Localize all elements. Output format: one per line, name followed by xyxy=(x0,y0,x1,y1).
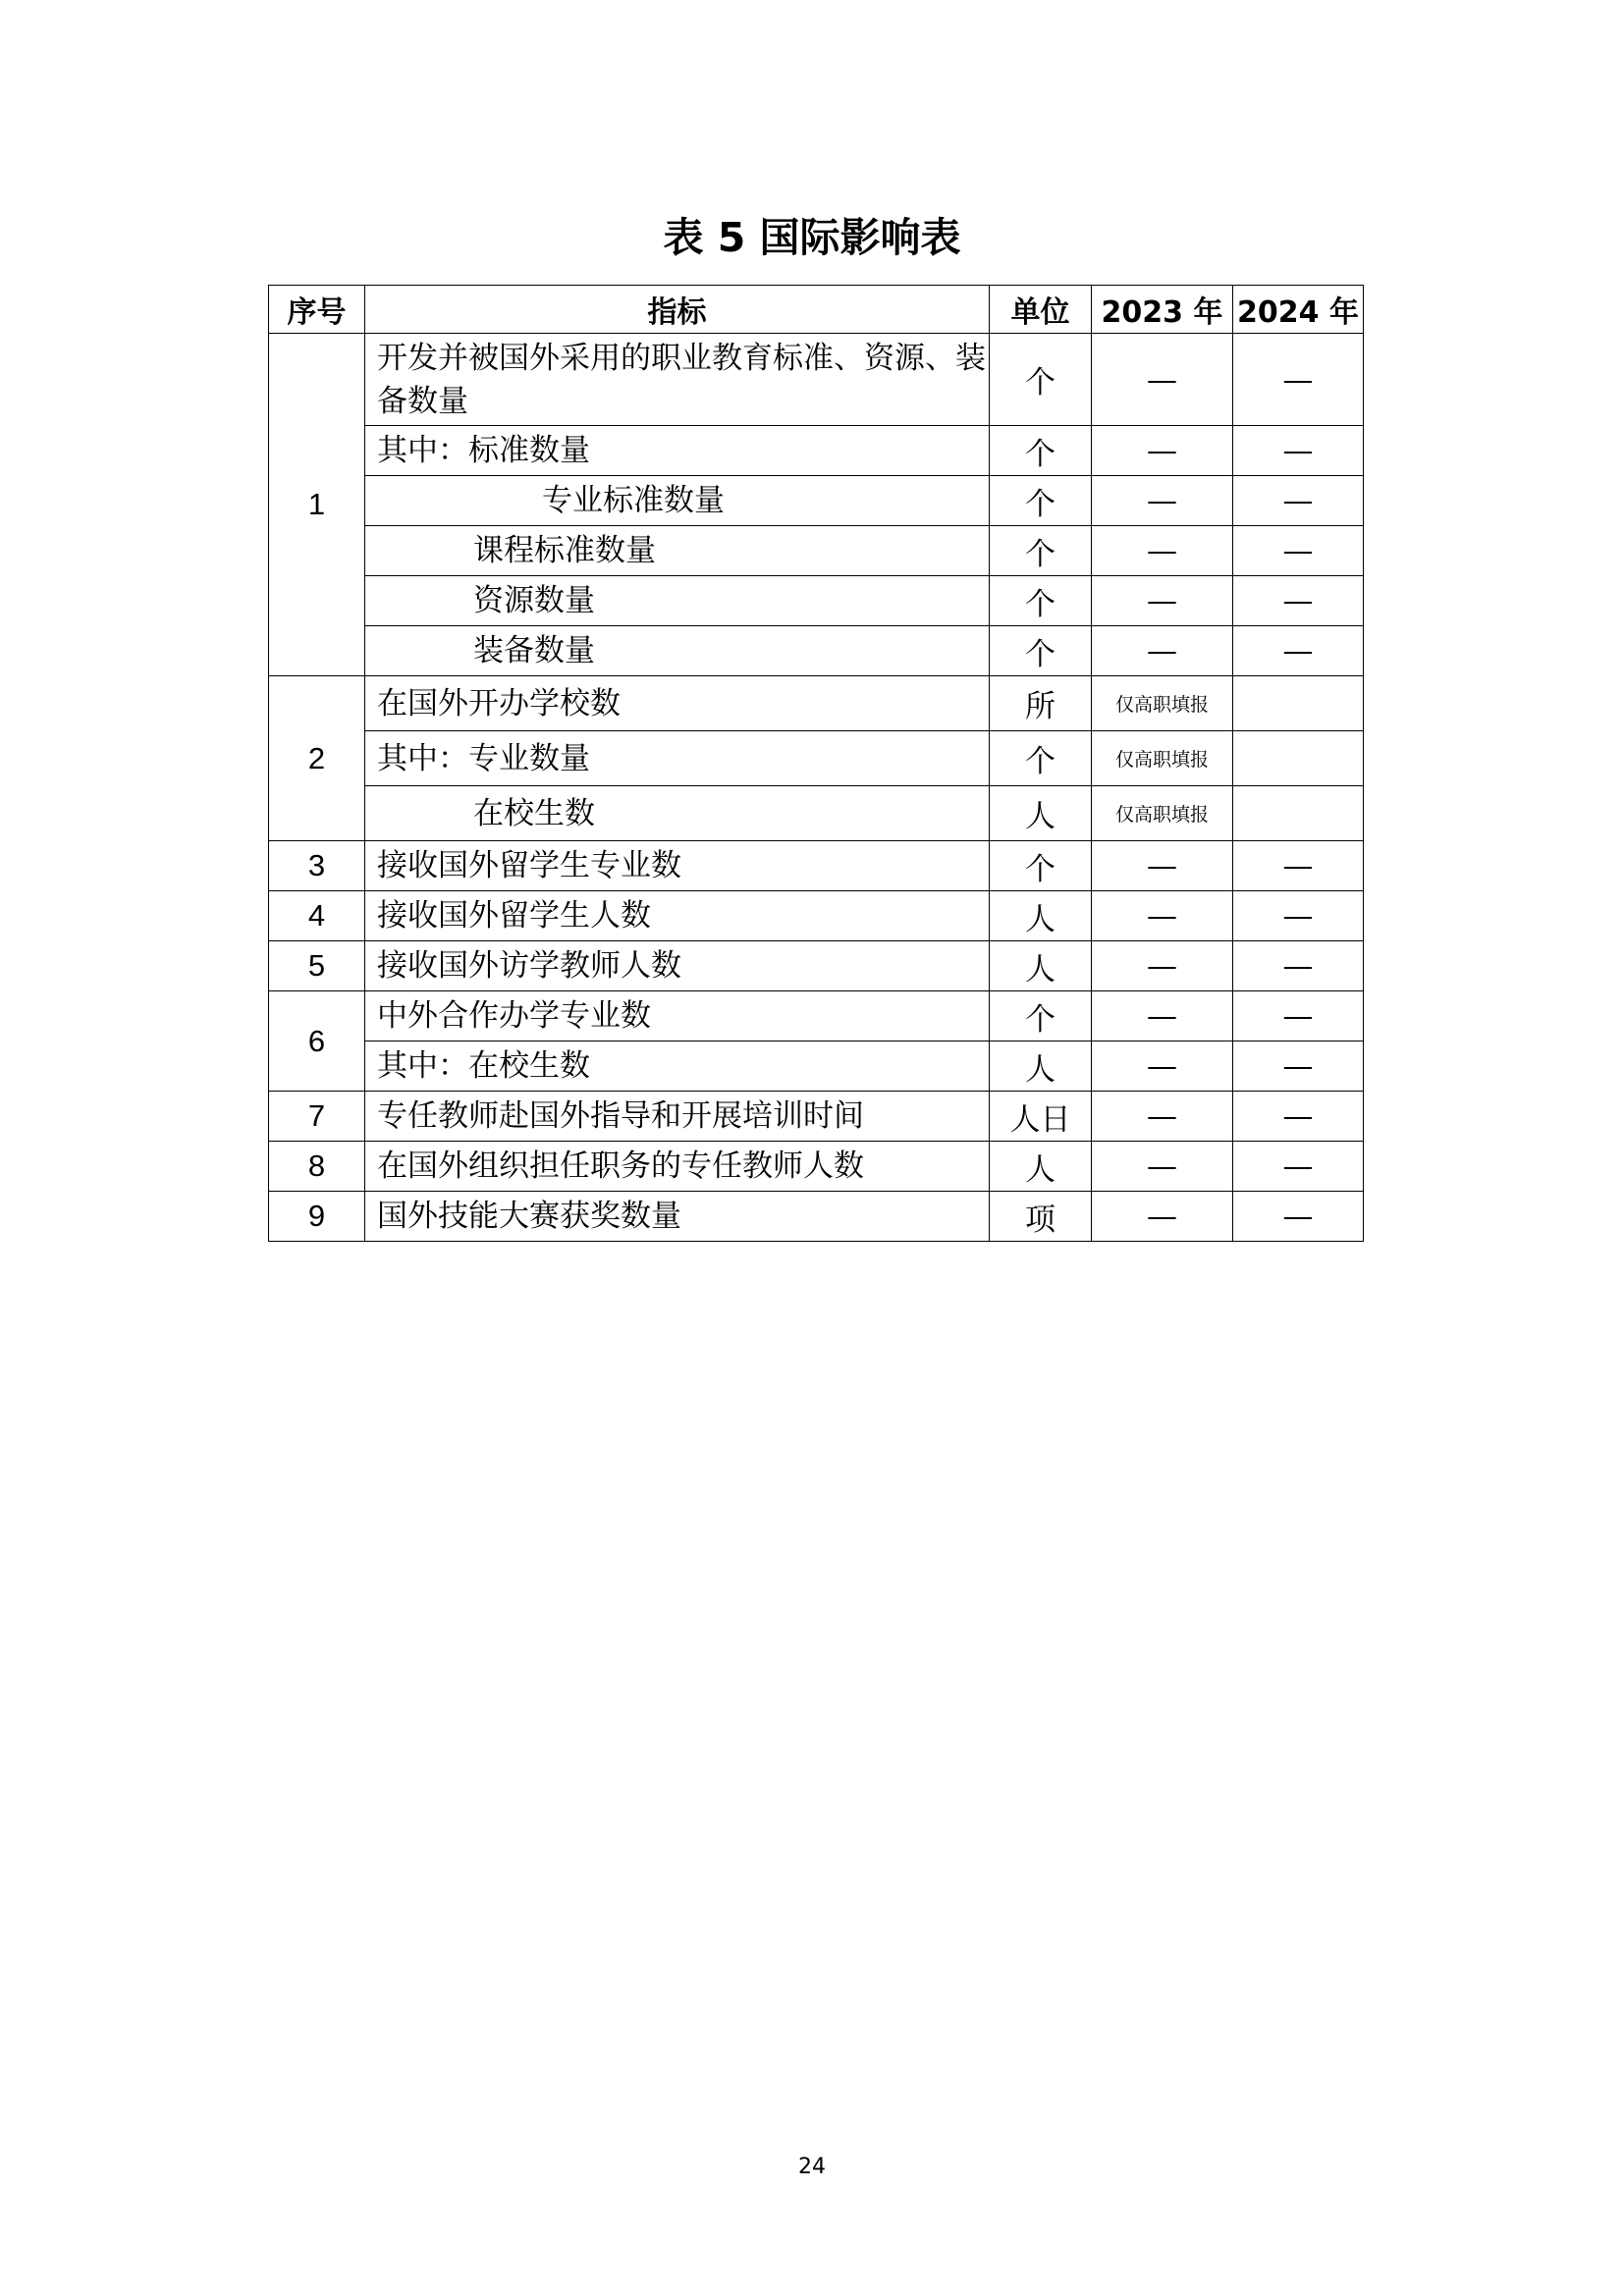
unit-cell: 个 xyxy=(990,526,1092,576)
value-2024-cell: — xyxy=(1233,1192,1364,1242)
value-2023-cell: — xyxy=(1092,1192,1233,1242)
indicator-cell: 装备数量 xyxy=(365,626,990,676)
value-2024-cell xyxy=(1233,731,1364,786)
table-row xyxy=(269,786,1364,841)
international-influence-table xyxy=(268,285,1364,1242)
value-2023-cell: — xyxy=(1092,891,1233,941)
unit-cell: 所 xyxy=(990,676,1092,731)
seq-cell: 7 xyxy=(269,1092,365,1142)
value-2024-cell: — xyxy=(1233,334,1364,426)
value-2024-cell: — xyxy=(1233,1092,1364,1142)
value-2024-cell: — xyxy=(1233,1142,1364,1192)
table-row xyxy=(269,334,1364,426)
unit-cell: 人 xyxy=(990,1041,1092,1092)
value-2024-cell xyxy=(1233,676,1364,731)
table-header-row xyxy=(269,286,1364,334)
indicator-cell: 接收国外访学教师人数 xyxy=(365,941,990,991)
seq-cell: 6 xyxy=(269,991,365,1092)
indicator-cell: 在国外开办学校数 xyxy=(365,676,990,731)
table-row xyxy=(269,1041,1364,1092)
unit-cell: 项 xyxy=(990,1192,1092,1242)
header-2023: 2023 年 xyxy=(1092,286,1233,334)
table-row xyxy=(269,731,1364,786)
value-2023-cell: — xyxy=(1092,1142,1233,1192)
table-row xyxy=(269,476,1364,526)
value-2024-cell xyxy=(1233,786,1364,841)
header-indicator: 指标 xyxy=(365,286,990,334)
value-2023-cell: 仅高职填报 xyxy=(1092,731,1233,786)
value-2024-cell: — xyxy=(1233,476,1364,526)
value-2023-cell: 仅高职填报 xyxy=(1092,676,1233,731)
value-2024-cell: — xyxy=(1233,991,1364,1041)
value-2023-cell: — xyxy=(1092,626,1233,676)
value-2023-cell: — xyxy=(1092,334,1233,426)
value-2024-cell: — xyxy=(1233,891,1364,941)
indicator-cell: 专任教师赴国外指导和开展培训时间 xyxy=(365,1092,990,1142)
page-number: 24 xyxy=(798,2155,826,2179)
indicator-cell: 开发并被国外采用的职业教育标准、资源、装备数量 xyxy=(365,334,990,426)
indicator-cell: 接收国外留学生人数 xyxy=(365,891,990,941)
indicator-cell: 课程标准数量 xyxy=(365,526,990,576)
table-row xyxy=(269,426,1364,476)
value-2023-cell: — xyxy=(1092,1041,1233,1092)
value-2023-cell: — xyxy=(1092,991,1233,1041)
seq-cell: 1 xyxy=(269,334,365,676)
unit-cell: 个 xyxy=(990,626,1092,676)
value-2024-cell: — xyxy=(1233,841,1364,891)
indicator-cell: 国外技能大赛获奖数量 xyxy=(365,1192,990,1242)
indicator-cell: 在国外组织担任职务的专任教师人数 xyxy=(365,1142,990,1192)
table-row xyxy=(269,1092,1364,1142)
value-2023-cell: — xyxy=(1092,1092,1233,1142)
indicator-cell: 专业标准数量 xyxy=(365,476,990,526)
unit-cell: 人 xyxy=(990,891,1092,941)
unit-cell: 人 xyxy=(990,1142,1092,1192)
table-row xyxy=(269,941,1364,991)
table-row xyxy=(269,526,1364,576)
indicator-cell: 其中：标准数量 xyxy=(365,426,990,476)
seq-cell: 5 xyxy=(269,941,365,991)
table-row xyxy=(269,626,1364,676)
unit-cell: 个 xyxy=(990,476,1092,526)
unit-cell: 个 xyxy=(990,426,1092,476)
seq-cell: 9 xyxy=(269,1192,365,1242)
unit-cell: 个 xyxy=(990,334,1092,426)
value-2024-cell: — xyxy=(1233,576,1364,626)
indicator-cell: 在校生数 xyxy=(365,786,990,841)
value-2023-cell: — xyxy=(1092,426,1233,476)
indicator-cell: 其中：在校生数 xyxy=(365,1041,990,1092)
value-2023-cell: — xyxy=(1092,526,1233,576)
unit-cell: 人 xyxy=(990,941,1092,991)
value-2023-cell: — xyxy=(1092,941,1233,991)
value-2024-cell: — xyxy=(1233,941,1364,991)
unit-cell: 个 xyxy=(990,841,1092,891)
unit-cell: 人日 xyxy=(990,1092,1092,1142)
indicator-cell: 中外合作办学专业数 xyxy=(365,991,990,1041)
indicator-cell: 资源数量 xyxy=(365,576,990,626)
seq-cell: 2 xyxy=(269,676,365,841)
unit-cell: 个 xyxy=(990,731,1092,786)
table-row xyxy=(269,991,1364,1041)
value-2024-cell: — xyxy=(1233,1041,1364,1092)
value-2023-cell: — xyxy=(1092,576,1233,626)
value-2024-cell: — xyxy=(1233,526,1364,576)
header-unit: 单位 xyxy=(990,286,1092,334)
seq-cell: 3 xyxy=(269,841,365,891)
unit-cell: 个 xyxy=(990,576,1092,626)
page-title: 表 5 国际影响表 xyxy=(663,214,961,261)
table-row xyxy=(269,891,1364,941)
seq-cell: 8 xyxy=(269,1142,365,1192)
table-row xyxy=(269,1142,1364,1192)
value-2024-cell: — xyxy=(1233,626,1364,676)
unit-cell: 个 xyxy=(990,991,1092,1041)
header-2024: 2024 年 xyxy=(1233,286,1364,334)
table-row xyxy=(269,841,1364,891)
value-2023-cell: — xyxy=(1092,476,1233,526)
table-row xyxy=(269,576,1364,626)
unit-cell: 人 xyxy=(990,786,1092,841)
value-2023-cell: 仅高职填报 xyxy=(1092,786,1233,841)
table-row xyxy=(269,676,1364,731)
indicator-cell: 接收国外留学生专业数 xyxy=(365,841,990,891)
seq-cell: 4 xyxy=(269,891,365,941)
table-row xyxy=(269,1192,1364,1242)
value-2023-cell: — xyxy=(1092,841,1233,891)
indicator-cell: 其中：专业数量 xyxy=(365,731,990,786)
header-seq: 序号 xyxy=(269,286,365,334)
value-2024-cell: — xyxy=(1233,426,1364,476)
